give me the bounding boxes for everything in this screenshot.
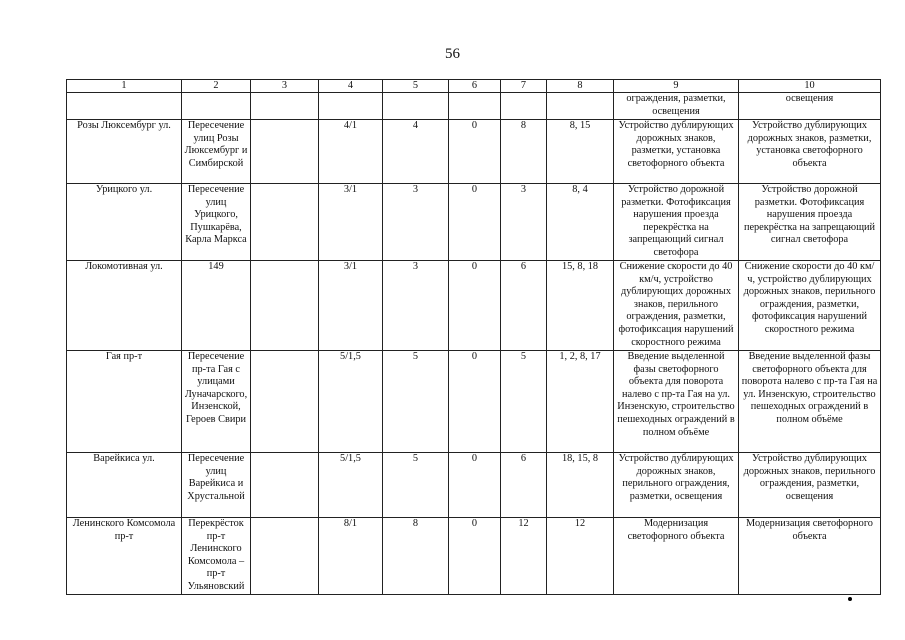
table-cell: 15, 8, 18 bbox=[547, 261, 614, 351]
column-header: 8 bbox=[547, 80, 614, 93]
ink-dot bbox=[848, 597, 852, 601]
table-cell: Устройство дорожной разметки. Фотофиксация нарушения проезда перекрёстка на запрещающий сигнал светофора bbox=[739, 184, 881, 261]
table-cell: 0 bbox=[449, 518, 501, 595]
column-header: 1 bbox=[67, 80, 182, 93]
data-table bbox=[66, 79, 881, 595]
table-cell: Гая пр-т bbox=[67, 351, 182, 453]
table-cell: 8, 15 bbox=[547, 120, 614, 184]
table-cell: 8 bbox=[383, 518, 449, 595]
table-cell bbox=[251, 93, 319, 120]
table-cell bbox=[251, 453, 319, 518]
table-cell: 5/1,5 bbox=[319, 351, 383, 453]
table-cell: 6 bbox=[501, 261, 547, 351]
column-header: 7 bbox=[501, 80, 547, 93]
table-cell: Розы Люксембург ул. bbox=[67, 120, 182, 184]
table-cell: Устройство дублирующих дорожных знаков, разметки, установка светофорного объекта bbox=[614, 120, 739, 184]
column-header: 2 bbox=[182, 80, 251, 93]
column-header: 4 bbox=[319, 80, 383, 93]
table-cell bbox=[547, 93, 614, 120]
table-cell bbox=[251, 184, 319, 261]
table-cell bbox=[501, 93, 547, 120]
table-cell: Устройство дублирующих дорожных знаков, перильного ограждения, разметки, освещения bbox=[614, 453, 739, 518]
table-cell bbox=[319, 93, 383, 120]
column-header: 5 bbox=[383, 80, 449, 93]
table-cell: 0 bbox=[449, 453, 501, 518]
column-header: 9 bbox=[614, 80, 739, 93]
table-cell: 5/1,5 bbox=[319, 453, 383, 518]
table-cell: Варейкиса ул. bbox=[67, 453, 182, 518]
table-cell bbox=[251, 518, 319, 595]
table-cell: Локомотивная ул. bbox=[67, 261, 182, 351]
table-cell bbox=[251, 351, 319, 453]
table-cell bbox=[449, 93, 501, 120]
table-cell: Снижение скорости до 40 км/ч, устройство дублирующих дорожных знаков, перильного ограждения, разметки, фотофиксация нарушений скоростного режима bbox=[739, 261, 881, 351]
table-cell: 3/1 bbox=[319, 261, 383, 351]
table-cell: 4/1 bbox=[319, 120, 383, 184]
table-row bbox=[67, 351, 881, 453]
table-cell: 18, 15, 8 bbox=[547, 453, 614, 518]
table-cell: Модернизация светофорного объекта bbox=[739, 518, 881, 595]
column-header: 3 bbox=[251, 80, 319, 93]
table-cell: 0 bbox=[449, 120, 501, 184]
table-cell: 0 bbox=[449, 184, 501, 261]
table-cell: 3 bbox=[383, 261, 449, 351]
column-header: 6 bbox=[449, 80, 501, 93]
table-cell: 5 bbox=[383, 351, 449, 453]
table-cell: 3 bbox=[501, 184, 547, 261]
table-cell: Урицкого ул. bbox=[67, 184, 182, 261]
table-row bbox=[67, 453, 881, 518]
table-cell bbox=[251, 120, 319, 184]
table-cell: Модернизация светофорного объекта bbox=[614, 518, 739, 595]
table-cell: Введение выделенной фазы светофорного объекта для поворота налево с пр-та Гая на ул. Инзенскую, строительство пешеходных ограждений в полном объёме bbox=[614, 351, 739, 453]
table-cell: 149 bbox=[182, 261, 251, 351]
table-cell: Пересечение улиц Варейкиса и Хрустальной bbox=[182, 453, 251, 518]
table-cell: 12 bbox=[547, 518, 614, 595]
table-row bbox=[67, 120, 881, 184]
table-cell: 5 bbox=[383, 453, 449, 518]
table-cell: 5 bbox=[501, 351, 547, 453]
table-cell: Пересечение улиц Розы Люксембург и Симбирской bbox=[182, 120, 251, 184]
table-cell bbox=[67, 93, 182, 120]
table-cell: Устройство дублирующих дорожных знаков, перильного ограждения, разметки, освещения bbox=[739, 453, 881, 518]
table-cell: 3 bbox=[383, 184, 449, 261]
table-cell bbox=[251, 261, 319, 351]
table-cell bbox=[383, 93, 449, 120]
table-cell: Ленинского Комсомола пр-т bbox=[67, 518, 182, 595]
table-row bbox=[67, 261, 881, 351]
table-cell: 6 bbox=[501, 453, 547, 518]
table-cell: Устройство дорожной разметки. Фотофиксация нарушения проезда перекрёстка на запрещающий сигнал светофора bbox=[614, 184, 739, 261]
table-cell: 0 bbox=[449, 351, 501, 453]
table-cell: 8 bbox=[501, 120, 547, 184]
table-cell: ограждения, разметки, освещения bbox=[614, 93, 739, 120]
table-row bbox=[67, 93, 881, 120]
table-cell: Устройство дублирующих дорожных знаков, разметки, установка светофорного объекта bbox=[739, 120, 881, 184]
table-cell: 1, 2, 8, 17 bbox=[547, 351, 614, 453]
column-header: 10 bbox=[739, 80, 881, 93]
table-cell: Снижение скорости до 40 км/ч, устройство дублирующих дорожных знаков, перильного ограждения, разметки, фотофиксация нарушений скоростного режима bbox=[614, 261, 739, 351]
table-cell: 3/1 bbox=[319, 184, 383, 261]
table-cell: Введение выделенной фазы светофорного объекта для поворота налево с пр-та Гая на ул. Инзенскую, строительство пешеходных ограждений в полном объёме bbox=[739, 351, 881, 453]
table-cell bbox=[182, 93, 251, 120]
header-row bbox=[67, 80, 881, 93]
table-cell: 8, 4 bbox=[547, 184, 614, 261]
page-number: 56 bbox=[445, 46, 460, 62]
table-cell: Пересечение пр-та Гая с улицами Луначарского, Инзенской, Героев Свири bbox=[182, 351, 251, 453]
table-cell: Перекрёсток пр-т Ленинского Комсомола – пр-т Ульяновский bbox=[182, 518, 251, 595]
table-cell: 8/1 bbox=[319, 518, 383, 595]
table-cell: 12 bbox=[501, 518, 547, 595]
table-cell: освещения bbox=[739, 93, 881, 120]
table-cell: 4 bbox=[383, 120, 449, 184]
table-cell: Пересечение улиц Урицкого, Пушкарёва, Карла Маркса bbox=[182, 184, 251, 261]
table-row bbox=[67, 518, 881, 595]
table-row bbox=[67, 184, 881, 261]
table-cell: 0 bbox=[449, 261, 501, 351]
